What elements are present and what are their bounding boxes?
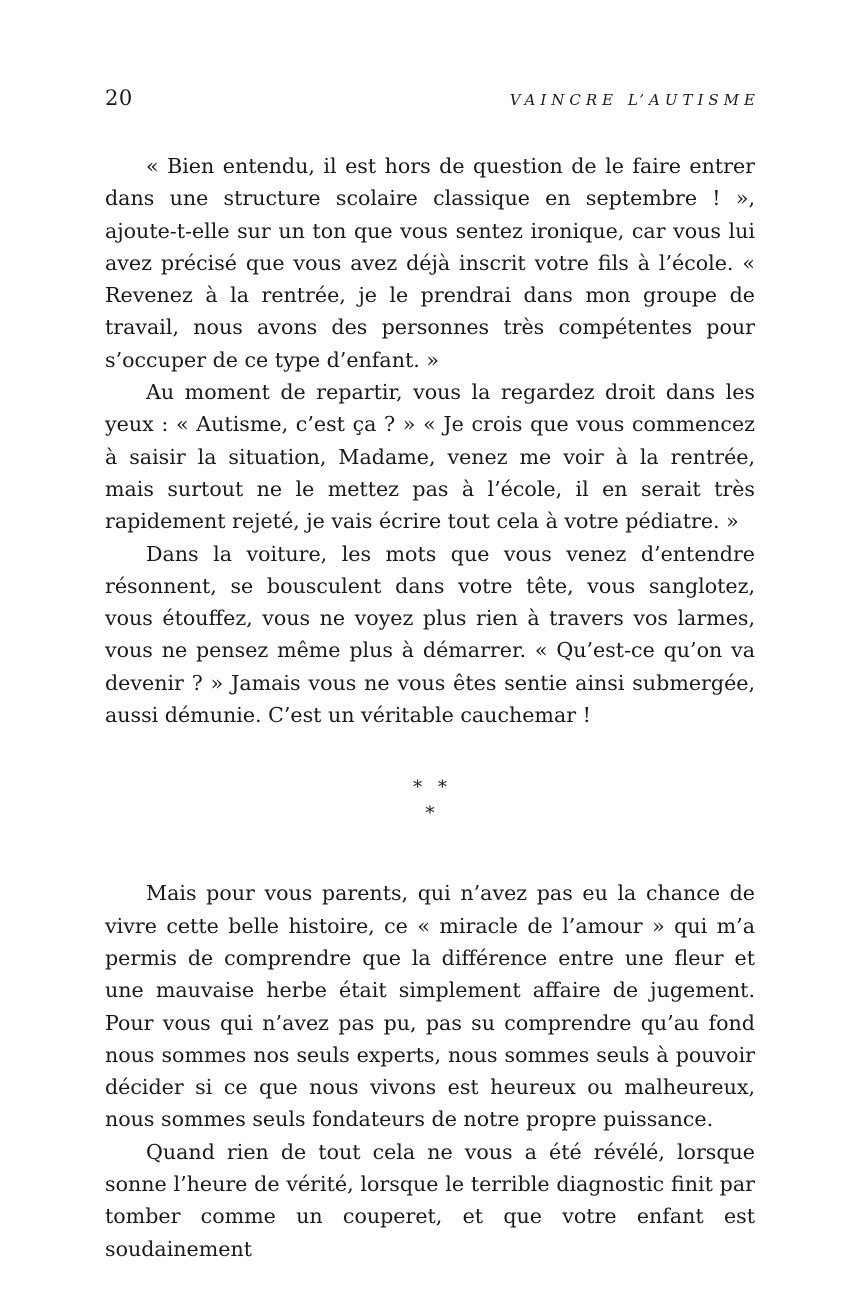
- paragraph: Quand rien de tout cela ne vous a été révélé, lorsque sonne l’heure de vérité, lorsque le terrible diagnostic finit par tomber comme un couperet, et que votre enfant est soudainement: [105, 1139, 755, 1261]
- paragraph: « Bien entendu, il est hors de question de le faire entrer dans une structure scolaire classique en septembre ! », ajoute-t-elle sur un ton que vous sentez ironique, car vous lui avez précisé que vous avez déjà inscrit votre fils à l’école. « Revenez à la rentrée, je le prendrai dans mon groupe de travail, nous avons des personnes très compétentes pour s’occuper de ce type d’enfant. »: [105, 154, 755, 372]
- book-title: VAINCRE L’AUTISME: [509, 91, 760, 109]
- separator-asterisks-top: * *: [413, 777, 447, 799]
- paragraph: Au moment de repartir, vous la regardez droit dans les yeux : « Autisme, c’est ça ? » « Je crois que vous commencez à saisir la situation, Madame, venez me voir à la rentrée, mais surtout ne le mettez pas à l’école, il en serait très rapidement rejeté, je vais écrire tout cela à votre pédiatre. »: [105, 380, 755, 534]
- page-number: 20: [105, 86, 133, 110]
- book-page: [105, 86, 760, 1265]
- section-separator: [105, 775, 755, 827]
- paragraph: Dans la voiture, les mots que vous venez d’entendre résonnent, se bousculent dans votre tête, vous sanglotez, vous étouffez, vous ne voyez plus rien à travers vos larmes, vous ne pensez même plus à démarrer. « Qu’est-ce qu’on va devenir ? » Jamais vous ne vous êtes sentie ainsi submergée, aussi démunie. C’est un véritable cauchemar !: [105, 541, 755, 728]
- separator-asterisk-bottom: *: [425, 803, 435, 825]
- running-header: [105, 86, 760, 126]
- paragraph: Mais pour vous parents, qui n’avez pas eu la chance de vivre cette belle histoire, ce « miracle de l’amour » qui m’a permis de comprendre que la différence entre une fleur et une mauvaise herbe était simplement affaire de jugement. Pour vous qui n’avez pas pu, pas su comprendre qu’au fond nous sommes nos seuls experts, nous sommes seuls à pouvoir décider si ce que nous vivons est heureux ou malheureux, nous sommes seuls fondateurs de notre propre puissance.: [105, 881, 755, 1132]
